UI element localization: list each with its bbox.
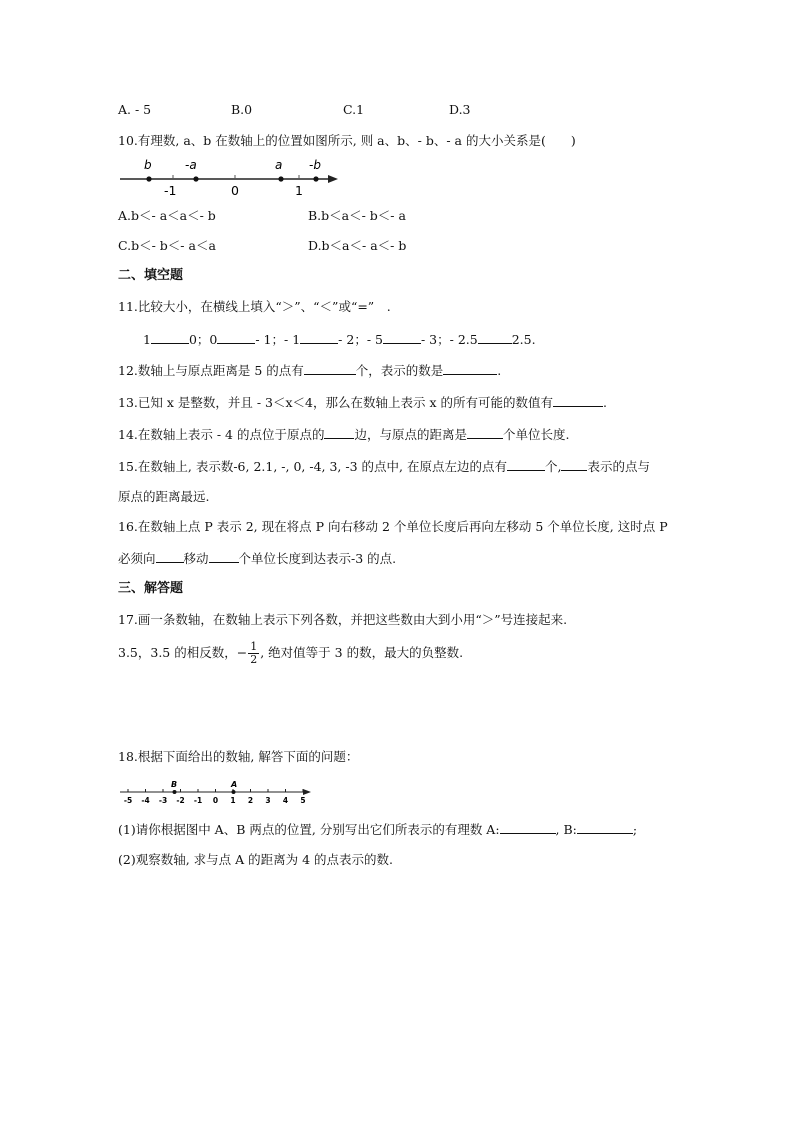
q11-blank-1 bbox=[151, 330, 189, 344]
q10-options-row1 bbox=[118, 206, 718, 224]
point-b bbox=[173, 790, 177, 794]
tick-label: -1 bbox=[164, 183, 177, 198]
q18-sub2: (2)观察数轴, 求与点 A 的距离为 4 的点表示的数. bbox=[118, 852, 394, 867]
label-b: b bbox=[144, 158, 152, 172]
tick-label: 3 bbox=[265, 796, 271, 805]
tick-label: 4 bbox=[282, 796, 289, 805]
tick-label: 1 bbox=[230, 796, 236, 805]
q16-blank-1 bbox=[156, 549, 184, 563]
q16-line2: 必须向 移动 个单位长度到达表示-3 的点. bbox=[118, 551, 397, 566]
q10-option-c: C.b＜- b＜- a＜a bbox=[118, 238, 216, 253]
q13: 13.已知 x 是整数，并且 - 3＜x＜4，那么在数轴上表示 x 的所有可能的数值有 . bbox=[118, 395, 607, 410]
label-a: a bbox=[275, 158, 283, 172]
q16-line1: 16.在数轴上点 P 表示 2, 现在将点 P 向右移动 2 个单位长度后再向左移动 5 个单位长度, 这时点 P bbox=[118, 519, 668, 534]
q10-stem: 10.有理数, a、b 在数轴上的位置如图所示, 则 a、b、- b、- a 的大小关系是( ) bbox=[118, 133, 576, 148]
tick-label: -4 bbox=[141, 796, 150, 805]
q18-blank-b bbox=[577, 820, 633, 834]
tick-label: -2 bbox=[176, 796, 185, 805]
q18-stem: 18.根据下面给出的数轴, 解答下面的问题： bbox=[118, 749, 359, 764]
label-b: B bbox=[171, 780, 178, 789]
q10-option-d: D.b＜a＜- a＜- b bbox=[308, 238, 407, 253]
q11-blank-3 bbox=[300, 330, 338, 344]
q14: 14.在数轴上表示 - 4 的点位于原点的 边，与原点的距离是 个单位长度. bbox=[118, 427, 570, 442]
q9-option-b: B.0 bbox=[231, 102, 253, 117]
q11-blank-5 bbox=[478, 330, 512, 344]
fraction-sign: − bbox=[236, 645, 248, 660]
q14-blank-2 bbox=[467, 425, 503, 439]
q9-options bbox=[118, 102, 718, 120]
q13-blank bbox=[553, 393, 603, 407]
q11-parts: 1 0；0 - 1；- 1 - 2；- 5 - 3；- 2.5 2.5. bbox=[143, 332, 536, 347]
q11-blank-4 bbox=[383, 330, 421, 344]
point-neg-a bbox=[193, 176, 198, 181]
q15-line2: 原点的距离最远. bbox=[118, 489, 210, 504]
q11-blank-2 bbox=[217, 330, 255, 344]
q14-blank-1 bbox=[324, 425, 354, 439]
tick-label: 0 bbox=[212, 796, 219, 805]
q9-option-a: A. - 5 bbox=[118, 102, 152, 117]
q10-number-line bbox=[118, 152, 348, 198]
tick-label: 2 bbox=[247, 796, 254, 805]
q15: 15.在数轴上, 表示数-6, 2.1, -, 0, -4, 3, -3 的点中, 在原点左边的点有 个, 表示的点与 bbox=[118, 459, 650, 474]
tick-label: -1 bbox=[193, 796, 203, 805]
label-neg-a: -a bbox=[185, 158, 197, 172]
q17-line2: 3.5，3.5 的相反数，− $\frac{1}{2}$ , 绝对值等于 3 的数，最大的负整数. bbox=[118, 640, 464, 666]
tick-label: 1 bbox=[295, 183, 303, 198]
q18-number-line bbox=[118, 778, 318, 808]
q10-options-row2 bbox=[118, 236, 718, 254]
point-a bbox=[232, 790, 236, 794]
tick-label: 5 bbox=[300, 796, 306, 805]
q12: 12.数轴上与原点距离是 5 的点有 个，表示的数是 . bbox=[118, 363, 502, 378]
q9-option-d: D.3 bbox=[449, 102, 471, 117]
section-title-answer: 三、解答题 bbox=[118, 581, 184, 596]
q9-option-c: C.1 bbox=[343, 102, 365, 117]
arrow-icon bbox=[328, 175, 338, 183]
point-a bbox=[278, 176, 283, 181]
point-neg-b bbox=[313, 176, 318, 181]
point-b bbox=[146, 176, 151, 181]
label-neg-b: -b bbox=[309, 158, 321, 172]
tick-labels bbox=[124, 796, 306, 805]
q12-blank-2 bbox=[443, 361, 497, 375]
fraction-one-half: $\frac{1}{2}$ bbox=[250, 640, 258, 666]
q17-line1: 17.画一条数轴，在数轴上表示下列各数，并把这些数由大到小用“＞”号连接起来. bbox=[118, 612, 568, 627]
q10-option-a: A.b＜- a＜a＜- b bbox=[118, 208, 216, 223]
label-a: A bbox=[231, 780, 238, 789]
q11-stem: 11.比较大小，在横线上填入“＞”、“＜”或“=” . bbox=[118, 299, 391, 314]
arrow-icon bbox=[303, 789, 311, 795]
q15-blank-1 bbox=[507, 457, 545, 471]
q10-option-b: B.b＜a＜- b＜- a bbox=[308, 208, 406, 223]
section-title-fill-in: 二、填空题 bbox=[118, 268, 184, 283]
q12-blank-1 bbox=[304, 361, 356, 375]
q15-blank-2 bbox=[561, 457, 587, 471]
tick-label: -3 bbox=[158, 796, 168, 805]
tick-label: -5 bbox=[123, 796, 133, 805]
q18-blank-a bbox=[500, 820, 556, 834]
q18-sub1: (1)请你根据图中 A、B 两点的位置, 分别写出它们所表示的有理数 A: , B: ; bbox=[118, 822, 638, 837]
tick-label: 0 bbox=[231, 183, 239, 198]
q16-blank-2 bbox=[209, 549, 239, 563]
